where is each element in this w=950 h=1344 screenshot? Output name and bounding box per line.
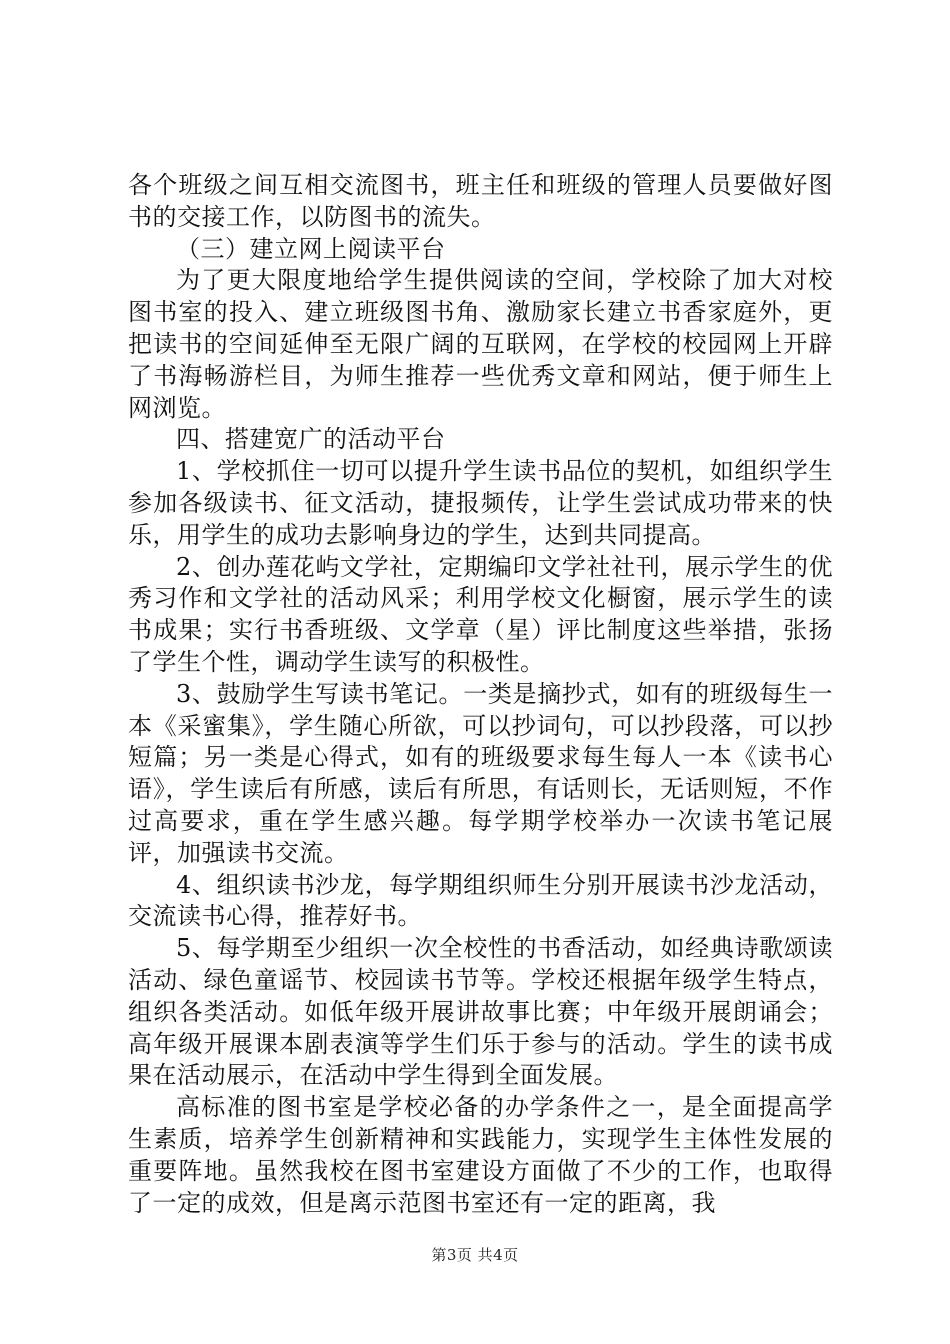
- paragraph-item-2: 2、创办莲花屿文学社，定期编印文学社社刊，展示学生的优秀习作和文学社的活动风采；利用学校文化橱窗，展示学生的读书成果；实行书香班级、文学章（星）评比制度这些举措，张扬了学生个性，调动学生读写的积极性。: [128, 552, 833, 676]
- paragraph-conclusion: 高标准的图书室是学校必备的办学条件之一，是全面提高学生素质，培养学生创新精神和实践能力，实现学生主体性发展的重要阵地。虽然我校在图书室建设方面做了不少的工作，也取得了一定的成效，但是离示范图书室还有一定的距离，我: [128, 1093, 833, 1217]
- paragraph-item-4: 4、组织读书沙龙，每学期组织师生分别开展读书沙龙活动，交流读书心得，推荐好书。: [128, 870, 833, 931]
- paragraph-item-1: 1、学校抓住一切可以提升学生读书品位的契机，如组织学生参加各级读书、征文活动，捷报频传，让学生尝试成功带来的快乐，用学生的成功去影响身边的学生，达到共同提高。: [128, 457, 833, 549]
- paragraph-item-3: 3、鼓励学生写读书笔记。一类是摘抄式，如有的班级每生一本《采蜜集》，学生随心所欲，可以抄词句，可以抄段落，可以抄短篇；另一类是心得式，如有的班级要求每生每人一本《读书心语》，学生读后有所感，读后有所思，有话则长，无话则短，不作过高要求，重在学生感兴趣。每学期学校举办一次读书笔记展评，加强读书交流。: [128, 679, 833, 867]
- paragraph-continuation: 各个班级之间互相交流图书，班主任和班级的管理人员要做好图书的交接工作，以防图书的流失。: [128, 171, 833, 231]
- section-heading-activity-platform: 四、搭建宽广的活动平台: [176, 425, 446, 454]
- page-number-footer: 第3页 共4页: [431, 1246, 519, 1264]
- paragraph-item-5: 5、每学期至少组织一次全校性的书香活动，如经典诗歌颂读活动、绿色童谣节、校园读书节等。学校还根据年级学生特点，组织各类活动。如低年级开展讲故事比赛；中年级开展朗诵会；高年级开展课本剧表演等学生们乐于参与的活动。学生的读书成果在活动展示，在活动中学生得到全面发展。: [128, 934, 833, 1090]
- section-heading-online-reading: （三）建立网上阅读平台: [176, 234, 446, 263]
- paragraph-online-reading: 为了更大限度地给学生提供阅读的空间，学校除了加大对校图书室的投入、建立班级图书角、激励家长建立书香家庭外，更把读书的空间延伸至无限广阔的互联网，在学校的校园网上开辟了书海畅游栏目，为师生推荐一些优秀文章和网站，便于师生上网浏览。: [128, 266, 833, 422]
- document-body: [128, 170, 833, 1219]
